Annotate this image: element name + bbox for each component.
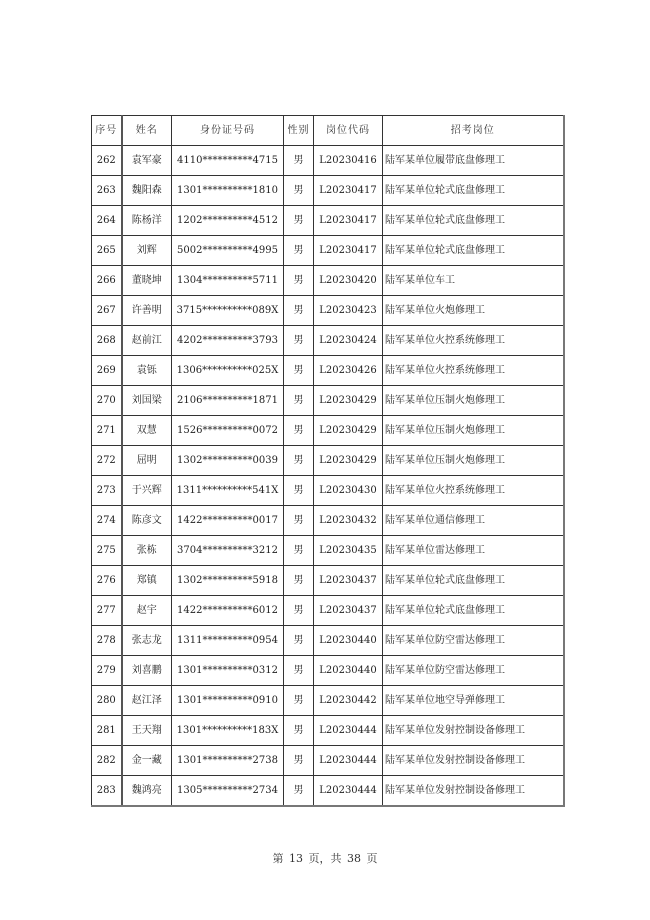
cell-index: 268	[92, 326, 122, 356]
cell-gender: 男	[284, 566, 314, 596]
cell-gender: 男	[284, 506, 314, 536]
cell-name: 刘国梁	[122, 386, 172, 416]
cell-name: 郑镇	[122, 566, 172, 596]
cell-id-number: 1301**********1810	[172, 176, 284, 206]
cell-gender: 男	[284, 416, 314, 446]
cell-position-code: L20230437	[314, 596, 383, 626]
cell-name: 赵前江	[122, 326, 172, 356]
cell-position-code: L20230435	[314, 536, 383, 566]
cell-id-number: 1302**********5918	[172, 566, 284, 596]
cell-gender: 男	[284, 746, 314, 776]
cell-gender: 男	[284, 206, 314, 236]
cell-position-code: L20230417	[314, 206, 383, 236]
cell-index: 263	[92, 176, 122, 206]
table-header-row	[92, 116, 564, 146]
table-row	[92, 596, 564, 626]
cell-position-code: L20230429	[314, 446, 383, 476]
cell-id-number: 1202**********4512	[172, 206, 284, 236]
table-row	[92, 746, 564, 776]
cell-name: 陈杨洋	[122, 206, 172, 236]
cell-name: 屈明	[122, 446, 172, 476]
cell-id-number: 1526**********0072	[172, 416, 284, 446]
cell-position-code: L20230420	[314, 266, 383, 296]
cell-position: 陆军某单位防空雷达修理工	[383, 656, 564, 686]
cell-index: 283	[92, 776, 122, 807]
cell-gender: 男	[284, 236, 314, 266]
cell-index: 275	[92, 536, 122, 566]
cell-id-number: 4110**********4715	[172, 146, 284, 176]
cell-id-number: 1311**********0954	[172, 626, 284, 656]
cell-gender: 男	[284, 626, 314, 656]
cell-position: 陆军某单位压制火炮修理工	[383, 446, 564, 476]
cell-gender: 男	[284, 146, 314, 176]
cell-gender: 男	[284, 476, 314, 506]
cell-id-number: 1422**********6012	[172, 596, 284, 626]
cell-name: 张栋	[122, 536, 172, 566]
cell-gender: 男	[284, 776, 314, 807]
cell-gender: 男	[284, 656, 314, 686]
table-row	[92, 506, 564, 536]
cell-gender: 男	[284, 686, 314, 716]
cell-index: 273	[92, 476, 122, 506]
cell-position-code: L20230426	[314, 356, 383, 386]
cell-name: 魏鸿亮	[122, 776, 172, 807]
table-body	[92, 146, 564, 807]
cell-name: 张志龙	[122, 626, 172, 656]
header-name: 姓名	[122, 116, 172, 146]
table-row	[92, 776, 564, 807]
cell-position-code: L20230429	[314, 416, 383, 446]
cell-name: 陈彦文	[122, 506, 172, 536]
cell-position: 陆军某单位火控系统修理工	[383, 356, 564, 386]
cell-position: 陆军某单位轮式底盘修理工	[383, 596, 564, 626]
cell-index: 278	[92, 626, 122, 656]
table-row	[92, 206, 564, 236]
cell-position: 陆军某单位发射控制设备修理工	[383, 776, 564, 807]
candidate-table	[91, 115, 565, 807]
cell-position: 陆军某单位轮式底盘修理工	[383, 206, 564, 236]
cell-position: 陆军某单位发射控制设备修理工	[383, 746, 564, 776]
cell-position: 陆军某单位火炮修理工	[383, 296, 564, 326]
cell-position: 陆军某单位发射控制设备修理工	[383, 716, 564, 746]
cell-id-number: 3715**********089X	[172, 296, 284, 326]
cell-position-code: L20230429	[314, 386, 383, 416]
cell-gender: 男	[284, 386, 314, 416]
cell-id-number: 1311**********541X	[172, 476, 284, 506]
cell-id-number: 1306**********025X	[172, 356, 284, 386]
table-row	[92, 386, 564, 416]
cell-gender: 男	[284, 446, 314, 476]
cell-position: 陆军某单位压制火炮修理工	[383, 416, 564, 446]
cell-index: 280	[92, 686, 122, 716]
cell-index: 271	[92, 416, 122, 446]
cell-position-code: L20230417	[314, 176, 383, 206]
cell-index: 277	[92, 596, 122, 626]
table-row	[92, 446, 564, 476]
table-row	[92, 416, 564, 446]
cell-name: 双慧	[122, 416, 172, 446]
header-gender: 性别	[284, 116, 314, 146]
cell-index: 281	[92, 716, 122, 746]
cell-gender: 男	[284, 296, 314, 326]
cell-name: 刘喜鹏	[122, 656, 172, 686]
header-index: 序号	[92, 116, 122, 146]
cell-gender: 男	[284, 326, 314, 356]
table-row	[92, 566, 564, 596]
cell-position-code: L20230416	[314, 146, 383, 176]
cell-position-code: L20230442	[314, 686, 383, 716]
table-row	[92, 146, 564, 176]
cell-name: 于兴辉	[122, 476, 172, 506]
table-row	[92, 296, 564, 326]
cell-index: 276	[92, 566, 122, 596]
cell-index: 265	[92, 236, 122, 266]
cell-name: 刘辉	[122, 236, 172, 266]
table-row	[92, 716, 564, 746]
table-row	[92, 176, 564, 206]
cell-name: 金一藏	[122, 746, 172, 776]
cell-position: 陆军某单位轮式底盘修理工	[383, 566, 564, 596]
cell-id-number: 1304**********5711	[172, 266, 284, 296]
cell-index: 262	[92, 146, 122, 176]
cell-index: 266	[92, 266, 122, 296]
cell-position: 陆军某单位车工	[383, 266, 564, 296]
cell-position: 陆军某单位雷达修理工	[383, 536, 564, 566]
cell-index: 282	[92, 746, 122, 776]
table-row	[92, 656, 564, 686]
cell-name: 袁军豪	[122, 146, 172, 176]
cell-name: 魏阳森	[122, 176, 172, 206]
cell-gender: 男	[284, 716, 314, 746]
cell-position-code: L20230444	[314, 776, 383, 807]
cell-id-number: 1302**********0039	[172, 446, 284, 476]
cell-id-number: 1305**********2734	[172, 776, 284, 807]
cell-position-code: L20230440	[314, 656, 383, 686]
cell-position: 陆军某单位地空导弹修理工	[383, 686, 564, 716]
table-row	[92, 476, 564, 506]
cell-id-number: 3704**********3212	[172, 536, 284, 566]
table-row	[92, 686, 564, 716]
cell-name: 袁铄	[122, 356, 172, 386]
cell-position-code: L20230423	[314, 296, 383, 326]
table-row	[92, 266, 564, 296]
cell-position: 陆军某单位轮式底盘修理工	[383, 176, 564, 206]
cell-gender: 男	[284, 266, 314, 296]
cell-name: 王天翔	[122, 716, 172, 746]
cell-gender: 男	[284, 536, 314, 566]
cell-name: 赵宇	[122, 596, 172, 626]
cell-position: 陆军某单位轮式底盘修理工	[383, 236, 564, 266]
cell-position-code: L20230444	[314, 746, 383, 776]
cell-position: 陆军某单位压制火炮修理工	[383, 386, 564, 416]
cell-id-number: 1301**********2738	[172, 746, 284, 776]
cell-id-number: 1422**********0017	[172, 506, 284, 536]
cell-position-code: L20230437	[314, 566, 383, 596]
cell-name: 董晓坤	[122, 266, 172, 296]
page-number-footer: 第 13 页，共 38 页	[272, 852, 378, 865]
header-id-number: 身份证号码	[172, 116, 284, 146]
cell-index: 270	[92, 386, 122, 416]
table-row	[92, 626, 564, 656]
cell-position-code: L20230424	[314, 326, 383, 356]
cell-position: 陆军某单位火控系统修理工	[383, 326, 564, 356]
header-position-code: 岗位代码	[314, 116, 383, 146]
cell-gender: 男	[284, 176, 314, 206]
cell-index: 264	[92, 206, 122, 236]
cell-position-code: L20230444	[314, 716, 383, 746]
cell-index: 272	[92, 446, 122, 476]
cell-position: 陆军某单位通信修理工	[383, 506, 564, 536]
cell-gender: 男	[284, 356, 314, 386]
table-row	[92, 236, 564, 266]
table-row	[92, 536, 564, 566]
cell-position: 陆军某单位防空雷达修理工	[383, 626, 564, 656]
cell-id-number: 5002**********4995	[172, 236, 284, 266]
cell-index: 269	[92, 356, 122, 386]
cell-id-number: 1301**********0910	[172, 686, 284, 716]
header-position: 招考岗位	[383, 116, 564, 146]
cell-position: 陆军某单位履带底盘修理工	[383, 146, 564, 176]
cell-position: 陆军某单位火控系统修理工	[383, 476, 564, 506]
cell-index: 267	[92, 296, 122, 326]
cell-id-number: 4202**********3793	[172, 326, 284, 356]
cell-index: 279	[92, 656, 122, 686]
cell-name: 赵江泽	[122, 686, 172, 716]
table-row	[92, 356, 564, 386]
cell-index: 274	[92, 506, 122, 536]
table-row	[92, 326, 564, 356]
cell-position-code: L20230440	[314, 626, 383, 656]
cell-position-code: L20230430	[314, 476, 383, 506]
cell-name: 许善明	[122, 296, 172, 326]
cell-id-number: 1301**********0312	[172, 656, 284, 686]
cell-gender: 男	[284, 596, 314, 626]
cell-position-code: L20230432	[314, 506, 383, 536]
cell-id-number: 2106**********1871	[172, 386, 284, 416]
cell-id-number: 1301**********183X	[172, 716, 284, 746]
cell-position-code: L20230417	[314, 236, 383, 266]
